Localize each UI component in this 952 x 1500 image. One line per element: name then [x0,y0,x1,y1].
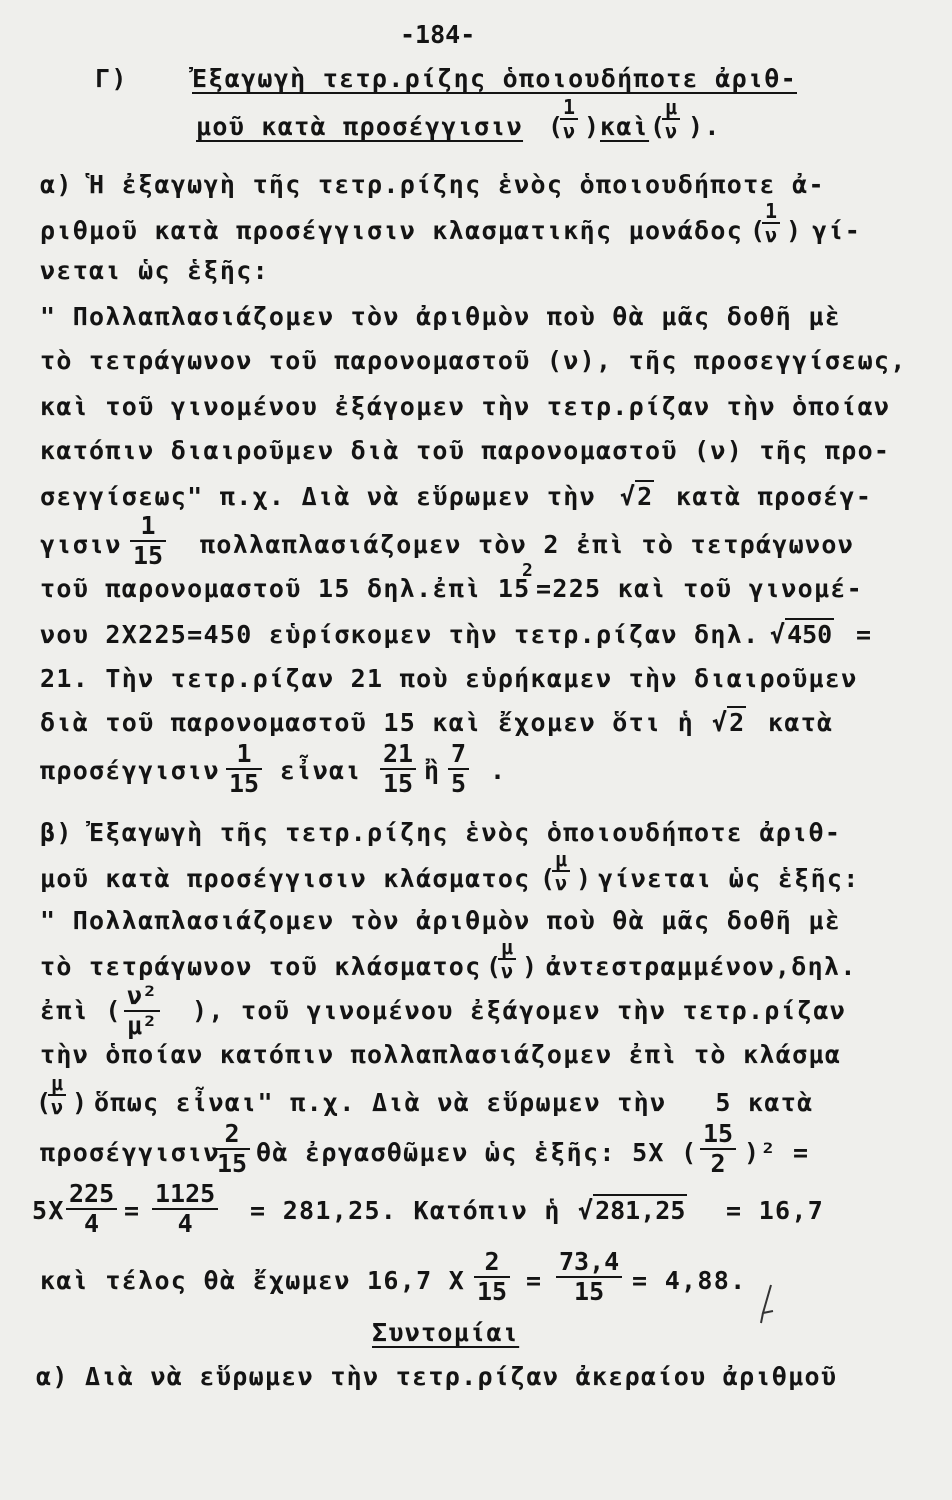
fraction-denominator: 15 [229,769,260,798]
fraction-denominator: ν [51,1095,64,1119]
fraction-numerator: 73,4 [556,1248,622,1278]
paren-close: ). [688,112,721,141]
fraction-denominator: ν [555,871,568,895]
para-a-line6: καὶ τοῦ γινομένου ἐξάγομεν τὴν τετρ.ρίζαν τὴν ὁποίαν [40,392,891,421]
fraction-denominator: 15 [383,769,414,798]
fraction-denominator: ν [501,959,514,983]
paren-close: ) [786,216,803,245]
radicand: 281,25 [595,1196,686,1225]
fraction-numerator: 2 [214,1120,250,1150]
para-b-line10: καὶ τέλος θὰ ἔχωμεν 16,7 Χ [40,1266,466,1295]
para-b-line4: τὸ τετράγωνον τοῦ κλάσματος [40,952,482,981]
fraction-numerator: 21 [380,740,416,770]
sqrt-281-25: √281,25 [578,1196,686,1225]
para-b-line2: μοῦ κατὰ προσέγγισιν κλάσματος [40,864,531,893]
para-b-line7: ὅπως εἶναι" π.χ. Διὰ νὰ εὕρωμεν τὴν 5 κατὰ [94,1088,814,1117]
radicand: 2 [637,482,653,511]
heading-and: καὶ [600,112,650,141]
pen-mark [757,1283,779,1325]
paren-close: ) [576,864,593,893]
heading-fraction-2 [662,96,680,142]
fraction-numerator: μ [498,936,516,960]
syntomias-heading: Συντομίαι [372,1318,520,1347]
para-b-line9-mid: = 281,25. Κατόπιν ἡ [250,1196,561,1225]
para-b-line5-end: ), τοῦ γινομένου ἐξάγομεν τὴν τετρ.ρίζαν [192,996,847,1025]
fraction-numerator: 7 [448,740,469,770]
para-b-line1: β) Ἐξαγωγὴ τῆς τετρ.ρίζης ἑνὸς ὁποιουδήποτε ἀριθ- [40,818,842,847]
radicand: 2 [729,708,745,737]
paren-open: ( [36,1088,53,1117]
fraction-unit [762,200,780,246]
syntomias-line1: α) Διὰ νὰ εὕρωμεν τὴν τετρ.ρίζαν ἀκεραίου ἀριθμοῦ [36,1362,838,1391]
fraction-1125-4 [152,1180,218,1238]
exponent: 2 [522,560,533,581]
paren-open: ( [540,864,557,893]
para-a-line13-end: κατὰ [768,708,834,737]
fraction-denominator: ν [765,223,778,247]
fraction-numerator: 1 [762,200,780,224]
para-a-line11: νου 2Χ225=450 εὑρίσκομεν τὴν τετρ.ρίζαν δηλ. [40,620,760,649]
fraction-225-4 [66,1180,117,1238]
fraction-numerator: 1 [560,96,578,120]
fraction-denominator: 15 [133,541,164,570]
section-label: Γ) [95,64,128,93]
period: . [490,756,507,785]
para-b-line8-mid: θὰ ἐργασθῶμεν ὡς ἑξῆς: 5Χ ( [256,1138,698,1167]
para-a-line5: τὸ τετράγωνον τοῦ παρονομαστοῦ (ν), τῆς προσεγγίσεως, [40,346,907,375]
word-or: ἢ [424,756,441,785]
para-b-line3: " Πολλαπλασιάζομεν τὸν ἀριθμὸν ποὺ θὰ μᾶς δοθῆ μὲ [40,906,842,935]
para-a-line12: 21. Τὴν τετρ.ρίζαν 21 ποὺ εὑρήκαμεν τὴν διαιροῦμεν [40,664,858,693]
para-a-line8-end: κατὰ προσέγ- [676,482,873,511]
para-a-line7: κατόπιν διαιροῦμεν διὰ τοῦ παρονομαστοῦ (ν) τῆς προ- [40,436,891,465]
fraction-numerator: 1 [226,740,262,770]
fraction-denominator: 5 [451,769,467,798]
fraction-numerator: 2 [474,1248,510,1278]
fraction-1-15 [226,740,262,798]
paren-close: ) [584,112,601,141]
fraction-numerator: 225 [66,1180,117,1210]
fraction-denominator: μ² [127,1011,158,1040]
para-b-line5: ἐπὶ ( [40,996,122,1025]
fraction-1-15 [130,512,166,570]
para-b-line9: 5Χ [32,1196,65,1225]
fraction-denominator: ν [563,119,576,143]
equals: = [124,1196,141,1225]
para-a-line10-end: =225 καὶ τοῦ γινομέ- [536,574,864,603]
fraction-2-15 [214,1120,250,1178]
para-a-line3: νεται ὡς ἑξῆς: [40,256,269,285]
fraction-numerator: μ [48,1072,66,1096]
fraction-denominator: 2 [710,1149,726,1178]
para-b-line8-end: )² = [744,1138,810,1167]
fraction-numerator: ν² [124,982,160,1012]
para-b-line8: προσέγγισιν [40,1138,220,1167]
sqrt-2: √2 [712,708,745,737]
section-heading-line1: Ἐξαγωγὴ τετρ.ρίζης ὁποιουδήποτε ἀριθ- [192,64,797,93]
fraction-numerator: 1125 [152,1180,218,1210]
para-b-line6: τὴν ὁποίαν κατόπιν πολλαπλασιάζομεν ἐπὶ τὸ κλάσμα [40,1040,842,1069]
para-a-line9-end: πολλαπλασιάζομεν τὸν 2 ἐπὶ τὸ τετράγωνον [200,530,855,559]
para-b-line10-end: = 4,88. [632,1266,747,1295]
fraction-7-5 [448,740,469,798]
fraction-numerator: μ [552,848,570,872]
fraction-15-2 [700,1120,736,1178]
fraction-denominator: 15 [574,1277,605,1306]
para-a-line14: προσέγγισιν [40,756,220,785]
para-b-line9-end: = 16,7 [726,1196,825,1225]
para-a-line2-end: γί- [812,216,862,245]
fraction-numerator: 15 [700,1120,736,1150]
paren-open: ( [650,112,667,141]
para-a-line8: σεγγίσεως" π.χ. Διὰ νὰ εὕρωμεν τὴν [40,482,596,511]
fraction-mu-nu [48,1072,66,1118]
sqrt-450: √450 [770,620,833,649]
fraction-nu2-mu2 [124,982,160,1040]
fraction-2-15 [474,1248,510,1306]
para-b-line4-end: ἀντεστραμμένον,δηλ. [546,952,857,981]
fraction-numerator: 1 [130,512,166,542]
fraction-denominator: ν [665,119,678,143]
fraction-denominator: 15 [217,1149,248,1178]
fraction-21-15 [380,740,416,798]
fraction-denominator: 15 [477,1277,508,1306]
fraction-mu-nu [552,848,570,894]
paren-close: ) [72,1088,89,1117]
paren-open: ( [750,216,767,245]
fraction-numerator: μ [662,96,680,120]
fraction-denominator: 4 [177,1209,193,1238]
paren-open: ( [486,952,503,981]
equals: = [856,620,873,649]
para-a-line13: διὰ τοῦ παρονομαστοῦ 15 καὶ ἔχομεν ὅτι ἡ [40,708,695,737]
para-a-line10: τοῦ παρονομαστοῦ 15 δηλ.ἐπὶ 15 [40,574,531,603]
fraction-73-4-15 [556,1248,622,1306]
para-a-line2: ριθμοῦ κατὰ προσέγγισιν κλασματικῆς μονάδος [40,216,744,245]
fraction-denominator: 4 [84,1209,100,1238]
radicand: 450 [787,620,833,649]
para-a-line1: α) Ἡ ἐξαγωγὴ τῆς τετρ.ρίζης ἑνὸς ὁποιουδήποτε ἀ- [40,170,825,199]
page-number: -184- [400,20,476,49]
paren-close: ) [522,952,539,981]
section-heading-line2: μοῦ κατὰ προσέγγισιν [196,112,524,141]
heading-fraction-1 [560,96,578,142]
equals: = [526,1266,543,1295]
paren-open: ( [548,112,565,141]
fraction-mu-nu [498,936,516,982]
para-a-line4: " Πολλαπλασιάζομεν τὸν ἀριθμὸν ποὺ θὰ μᾶς δοθῆ μὲ [40,302,842,331]
word-einai: εἶναι [280,756,362,785]
para-a-line9: γισιν [40,530,122,559]
para-b-line2-end: γίνεται ὡς ἑξῆς: [598,864,860,893]
sqrt-2: √2 [620,482,653,511]
